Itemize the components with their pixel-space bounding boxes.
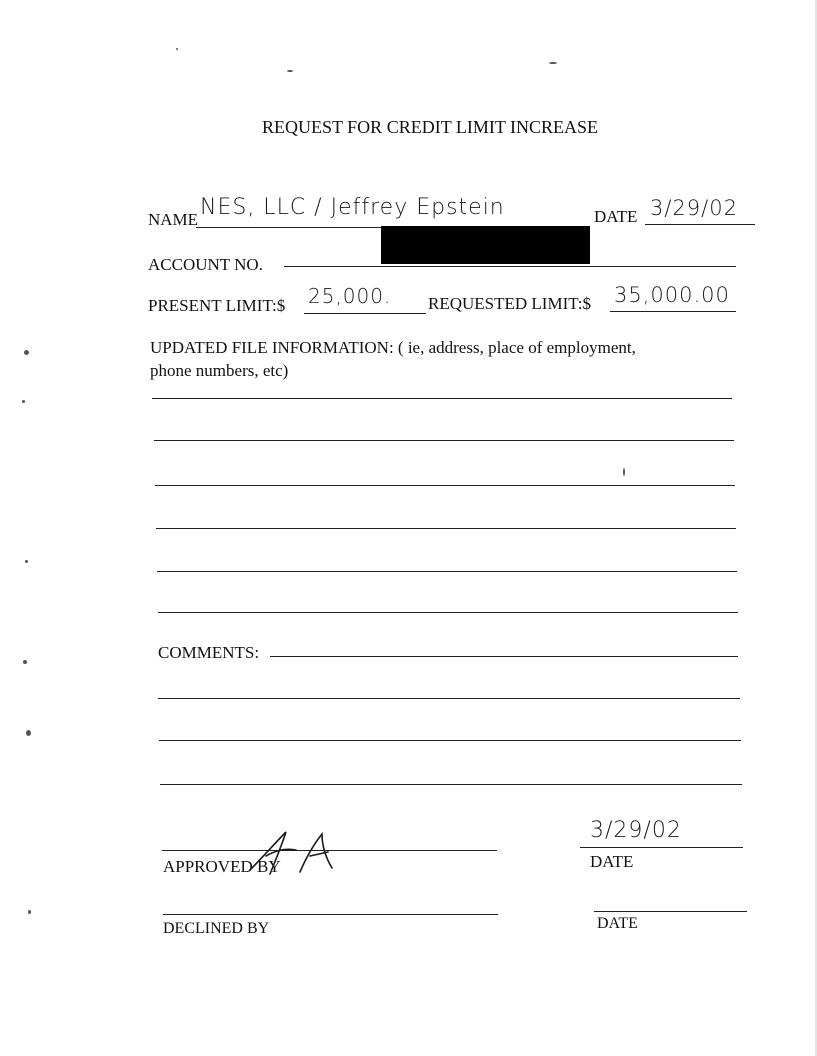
- form-title: REQUEST FOR CREDIT LIMIT INCREASE: [262, 117, 599, 137]
- approver-signature: [240, 828, 340, 878]
- declined-date-line: [594, 911, 747, 912]
- comments-line-4: [160, 784, 742, 785]
- updated-info-label-line2: phone numbers, etc): [150, 361, 289, 380]
- account-line: [284, 266, 736, 267]
- requested-limit-line: [610, 311, 736, 312]
- declined-by-line: [163, 914, 498, 915]
- info-line-6: [158, 612, 738, 613]
- comments-label: COMMENTS:: [158, 643, 260, 662]
- requested-limit-value: 35,000.00: [614, 283, 730, 307]
- present-limit-line: [304, 313, 426, 314]
- scan-speck: [26, 730, 31, 736]
- name-value: NES, LLC / Jeffrey Epstein: [200, 195, 505, 220]
- date-line: [645, 224, 755, 225]
- approved-date-label: DATE: [590, 852, 634, 871]
- declined-date-label: DATE: [597, 915, 638, 932]
- updated-info-label: UPDATED FILE INFORMATION: ( ie, address, place of employment,: [150, 338, 636, 357]
- comments-line-2: [158, 698, 740, 699]
- scan-speck: [287, 70, 293, 72]
- account-label: ACCOUNT NO.: [148, 255, 263, 274]
- scan-speck: [623, 468, 625, 476]
- scan-speck: [28, 910, 31, 914]
- scan-speck: [25, 560, 28, 563]
- info-line-2: [154, 440, 734, 441]
- scan-speck: [23, 660, 27, 664]
- present-limit-value: 25,000.: [308, 284, 392, 308]
- comments-line-3: [159, 740, 741, 741]
- approved-by-label: APPROVED BY: [163, 857, 281, 876]
- approved-date-line: [580, 847, 743, 848]
- info-line-3: [155, 485, 735, 486]
- date-label: DATE: [594, 207, 638, 226]
- approved-date-value: 3/29/02: [590, 818, 682, 843]
- declined-by-label: DECLINED BY: [163, 920, 270, 937]
- info-line-1: [152, 398, 732, 399]
- scan-speck: [24, 350, 29, 355]
- scan-speck: [549, 62, 557, 64]
- scan-speck: [22, 400, 25, 403]
- info-line-4: [156, 528, 736, 529]
- comments-line-1: [270, 656, 738, 657]
- date-value: 3/29/02: [650, 196, 738, 220]
- requested-limit-label: REQUESTED LIMIT:$: [428, 294, 591, 313]
- account-redaction: [381, 226, 590, 264]
- present-limit-label: PRESENT LIMIT:$: [148, 296, 286, 315]
- scan-speck: [176, 48, 178, 50]
- name-label: NAME: [148, 210, 199, 229]
- info-line-5: [157, 571, 737, 572]
